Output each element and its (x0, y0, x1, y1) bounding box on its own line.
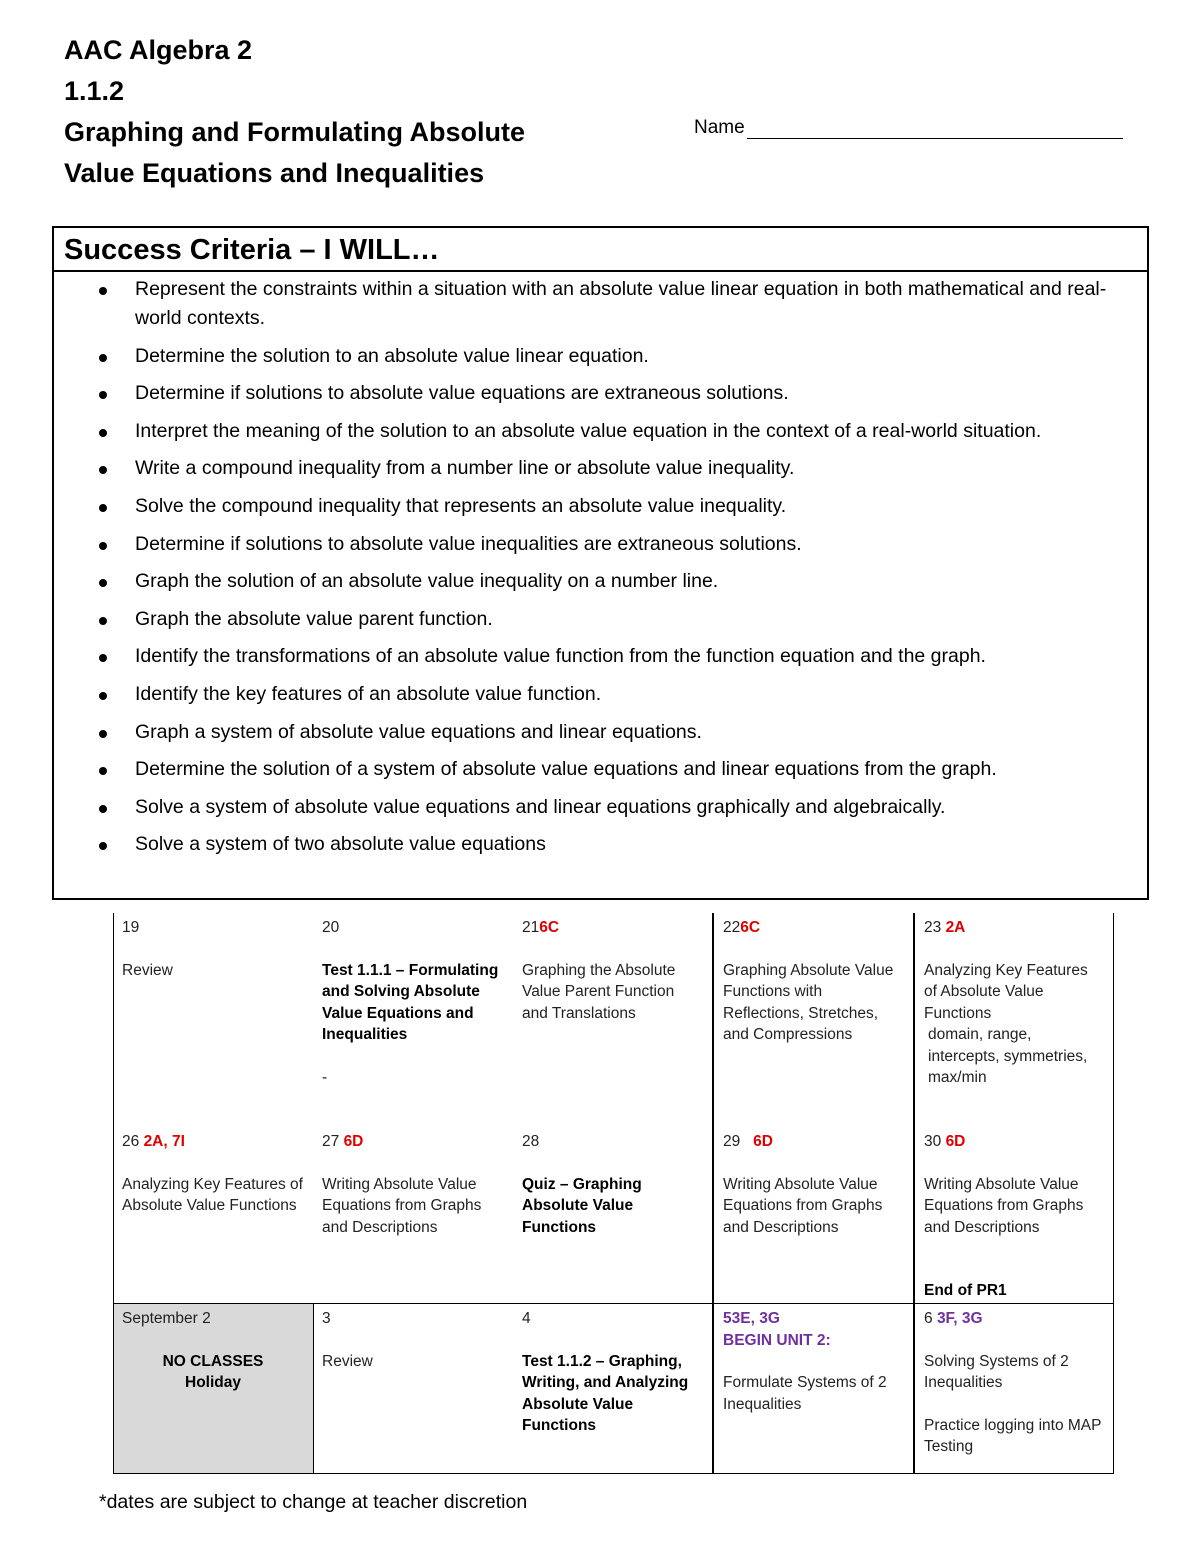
success-criteria-list (54, 275, 1147, 868)
list-item: Determine the solution to an absolute value linear equation. (54, 342, 1147, 371)
list-item: Write a compound inequality from a number line or absolute value inequality. (54, 454, 1147, 483)
bullet-icon (99, 391, 107, 399)
unit-number: 1.1.2 (64, 76, 125, 106)
success-criteria-box (52, 226, 1149, 900)
bullet-icon (99, 730, 107, 738)
name-field[interactable] (694, 117, 1123, 139)
bullet-icon (99, 579, 107, 587)
list-item: Graph a system of absolute value equations and linear equations. (54, 718, 1147, 747)
calendar-cell: 28 Quiz – Graphing Absolute Value Functions (522, 1133, 642, 1236)
list-item: Determine if solutions to absolute value equations are extraneous solutions. (54, 379, 1147, 408)
calendar-table (113, 913, 1114, 1474)
calendar-cell: 19 Review (122, 919, 173, 979)
list-item: Interpret the meaning of the solution to an absolute value equation in the context of a real-world situation. (54, 417, 1147, 446)
end-of-pr1: End of PR1 (924, 1282, 1007, 1299)
bullet-icon (99, 287, 107, 295)
list-item: Identify the transformations of an absolute value function from the function equation and the graph. (54, 642, 1147, 671)
calendar-cell: 30 6D Writing Absolute Value Equations from Graphs and Descriptions End of PR1 (915, 1127, 1113, 1303)
bullet-icon (99, 504, 107, 512)
bullet-icon (99, 692, 107, 700)
calendar-cell: 29 6D Writing Absolute Value Equations from Graphs and Descriptions (723, 1133, 883, 1236)
calendar-cell: 4 Test 1.1.2 – Graphing, Writing, and Analyzing Absolute Value Functions (522, 1310, 689, 1434)
bullet-icon (99, 654, 107, 662)
bullet-icon (99, 466, 107, 474)
calendar-cell: 6 3F, 3G Solving Systems of 2 Inequalities Practice logging into MAP Testing (924, 1310, 1102, 1455)
bullet-icon (99, 429, 107, 437)
calendar-cell-holiday: September 2 NO CLASSES Holiday (122, 1310, 264, 1391)
list-item: Solve a system of two absolute value equations (54, 830, 1147, 859)
bullet-icon (99, 542, 107, 550)
calendar-cell: 226C Graphing Absolute Value Functions with Reflections, Stretches, and Compressions (723, 919, 894, 1043)
footnote: *dates are subject to change at teacher discretion (99, 1491, 528, 1513)
calendar-cell: 26 2A, 7I Analyzing Key Features of Absolute Value Functions (122, 1133, 303, 1214)
calendar-cell: 23 2A Analyzing Key Features of Absolute Value Functions domain, range, intercepts, symmetries, max/min (924, 919, 1088, 1086)
calendar-cell: 53E, 3G BEGIN UNIT 2: Formulate Systems of 2 Inequalities (714, 1304, 913, 1473)
calendar-cell: 20 Test 1.1.1 – Formulating and Solving Absolute Value Equations and Inequalities - (322, 919, 499, 1086)
bullet-icon (99, 354, 107, 362)
list-item: Determine if solutions to absolute value inequalities are extraneous solutions. (54, 530, 1147, 559)
list-item: Represent the constraints within a situation with an absolute value linear equation in both mathematical and real-world contexts. (54, 275, 1147, 333)
unit-banner: BEGIN UNIT 2: (723, 1331, 831, 1349)
bullet-icon (99, 767, 107, 775)
name-blank-line[interactable] (747, 117, 1123, 139)
lesson-title-line2: Value Equations and Inequalities (64, 158, 485, 188)
header (64, 30, 525, 194)
list-item: Determine the solution of a system of absolute value equations and linear equations from the graph. (54, 755, 1147, 784)
list-item: Graph the solution of an absolute value inequality on a number line. (54, 567, 1147, 596)
calendar-cell: 27 6D Writing Absolute Value Equations from Graphs and Descriptions (322, 1133, 482, 1236)
bullet-icon (99, 617, 107, 625)
list-item: Identify the key features of an absolute value function. (54, 680, 1147, 709)
name-label: Name (694, 117, 745, 138)
lesson-title-line1: Graphing and Formulating Absolute (64, 117, 525, 147)
calendar-cell: 216C Graphing the Absolute Value Parent Function and Translations (522, 919, 676, 1022)
success-criteria-title: Success Criteria – I WILL… (54, 228, 1147, 272)
bullet-icon (99, 842, 107, 850)
list-item: Solve a system of absolute value equations and linear equations graphically and algebraically. (54, 793, 1147, 822)
list-item: Graph the absolute value parent function. (54, 605, 1147, 634)
course-title: AAC Algebra 2 (64, 35, 253, 65)
grid-line (1113, 913, 1114, 1474)
list-item: Solve the compound inequality that represents an absolute value inequality. (54, 492, 1147, 521)
grid-line (113, 1473, 1114, 1474)
bullet-icon (99, 805, 107, 813)
calendar-cell: 3 Review (322, 1310, 373, 1370)
